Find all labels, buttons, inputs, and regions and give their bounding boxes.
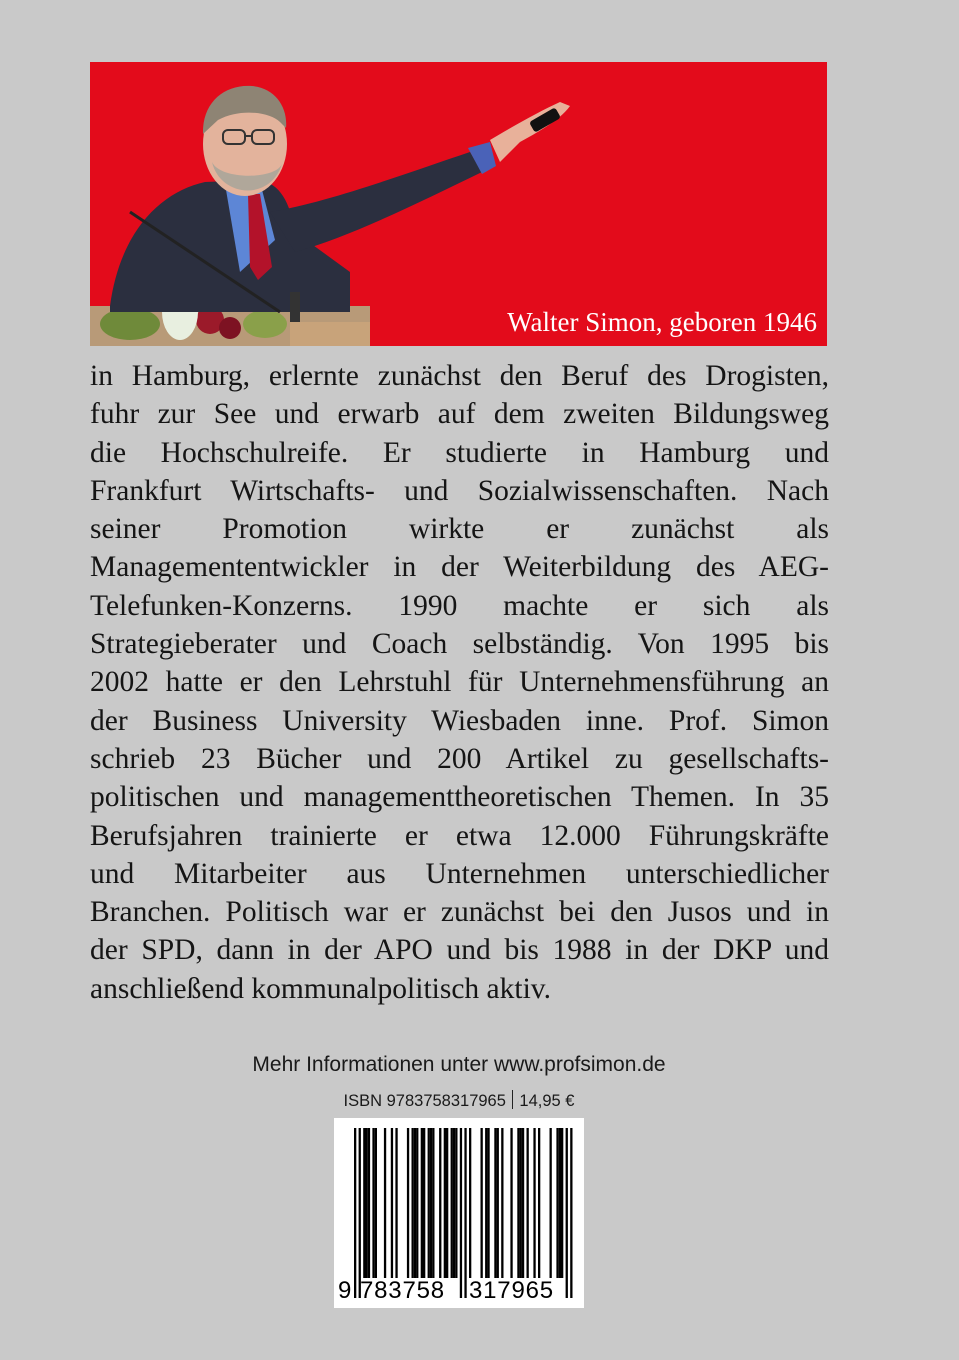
bio-line: die Hochschulreife. Er studierte in Hamburg und bbox=[90, 436, 829, 469]
barcode-bar bbox=[501, 1128, 503, 1278]
barcode-bar bbox=[469, 1128, 471, 1278]
barcode-bar bbox=[487, 1128, 489, 1278]
barcode-bar bbox=[416, 1128, 418, 1278]
barcode-bar bbox=[481, 1128, 483, 1278]
barcode-bar bbox=[550, 1128, 552, 1278]
barcode-bar bbox=[368, 1128, 370, 1278]
barcode-bar bbox=[428, 1128, 430, 1278]
barcode-bar bbox=[375, 1128, 377, 1278]
barcode-bar bbox=[359, 1128, 361, 1298]
bio-line: Branchen. Politisch war er zunächst bei den Jusos und in bbox=[90, 896, 829, 929]
barcode-bar bbox=[497, 1128, 499, 1278]
isbn-number: ISBN 9783758317965 bbox=[343, 1092, 506, 1110]
bio-line: Frankfurt Wirtschafts- und Sozialwissenschaften. Nach bbox=[90, 474, 829, 507]
barcode-bar bbox=[432, 1128, 434, 1278]
barcode-bar bbox=[561, 1128, 563, 1278]
barcode-bar bbox=[363, 1128, 365, 1278]
isbn-price-line bbox=[0, 1088, 918, 1114]
barcode-digits-right: 317965 bbox=[469, 1277, 554, 1304]
barcode-bar bbox=[439, 1128, 441, 1278]
bio-line: politischen und managementtheoretischen Themen. In 35 bbox=[90, 781, 829, 814]
bio-line: Telefunken-Konzerns. 1990 machte er sich als bbox=[90, 589, 829, 622]
barcode-digit-first: 9 bbox=[338, 1277, 353, 1304]
barcode-bar bbox=[354, 1128, 356, 1298]
barcode-bar bbox=[570, 1128, 572, 1298]
photo-caption: Walter Simon, geboren 1946 bbox=[507, 307, 817, 337]
bio-line: der Business University Wiesbaden inne. Prof. Simon bbox=[90, 704, 829, 737]
barcode-bar bbox=[430, 1128, 432, 1278]
barcode-bar bbox=[384, 1128, 386, 1278]
barcode-bar bbox=[460, 1128, 462, 1298]
bio-line: 2002 hatte er den Lehrstuhl für Unternehmensführung an bbox=[90, 666, 829, 699]
barcode bbox=[334, 1118, 584, 1308]
barcode-digits bbox=[334, 1276, 584, 1306]
author-photo-banner bbox=[90, 62, 827, 346]
barcode-bar bbox=[527, 1128, 529, 1278]
barcode-bar bbox=[414, 1128, 416, 1278]
bio-line: und Mitarbeiter aus Unternehmen unterschiedlicher bbox=[90, 857, 829, 890]
barcode-bar bbox=[520, 1128, 522, 1278]
bio-line: Berufsjahren trainierte er etwa 12.000 Führungskräfte bbox=[90, 819, 829, 852]
author-biography bbox=[90, 357, 829, 1008]
barcode-bar bbox=[412, 1128, 414, 1278]
barcode-bar bbox=[533, 1128, 535, 1278]
barcode-bar bbox=[366, 1128, 368, 1278]
barcode-bar bbox=[372, 1128, 374, 1278]
bio-line: Managemententwickler in der Weiterbildung des AEG- bbox=[90, 551, 829, 584]
separator-bar bbox=[512, 1090, 514, 1109]
bio-line: der SPD, dann in der APO und bis 1988 in der DKP und bbox=[90, 934, 829, 967]
barcode-bar bbox=[566, 1128, 568, 1298]
barcode-bar bbox=[407, 1128, 409, 1278]
barcode-bar bbox=[538, 1128, 540, 1278]
barcode-bar bbox=[391, 1128, 393, 1278]
barcode-bar bbox=[421, 1128, 423, 1278]
barcode-bar bbox=[451, 1128, 453, 1278]
bio-line: seiner Promotion wirkte er zunächst als bbox=[90, 513, 829, 546]
bio-line: in Hamburg, erlernte zunächst den Beruf des Drogisten, bbox=[90, 360, 829, 392]
bio-line: Strategieberater und Coach selbständig. Von 1995 bis bbox=[90, 628, 829, 661]
barcode-bar bbox=[510, 1128, 512, 1278]
author-photo bbox=[90, 62, 827, 346]
barcode-bar bbox=[556, 1128, 558, 1278]
barcode-bar bbox=[485, 1128, 487, 1278]
barcode-bar bbox=[446, 1128, 448, 1278]
barcode-bar bbox=[559, 1128, 561, 1278]
barcode-bar bbox=[494, 1128, 496, 1278]
price: 14,95 € bbox=[519, 1092, 575, 1110]
barcode-bar bbox=[395, 1128, 397, 1278]
barcode-bar bbox=[444, 1128, 446, 1278]
barcode-bar bbox=[453, 1128, 455, 1278]
barcode-bar bbox=[517, 1128, 519, 1278]
bio-line: anschließend kommunalpolitisch aktiv. bbox=[90, 972, 551, 1005]
barcode-bar bbox=[522, 1128, 524, 1278]
bio-line: fuhr zur See und erwarb auf dem zweiten Bildungsweg bbox=[90, 398, 829, 431]
more-info-text: Mehr Informationen unter www.profsimon.de bbox=[252, 1053, 666, 1076]
barcode-bar bbox=[423, 1128, 425, 1278]
bio-line: schrieb 23 Bücher und 200 Artikel zu gesellschafts- bbox=[90, 742, 829, 775]
barcode-bar bbox=[464, 1128, 466, 1298]
barcode-bar bbox=[455, 1128, 457, 1278]
barcode-digits-left: 783758 bbox=[360, 1277, 445, 1304]
